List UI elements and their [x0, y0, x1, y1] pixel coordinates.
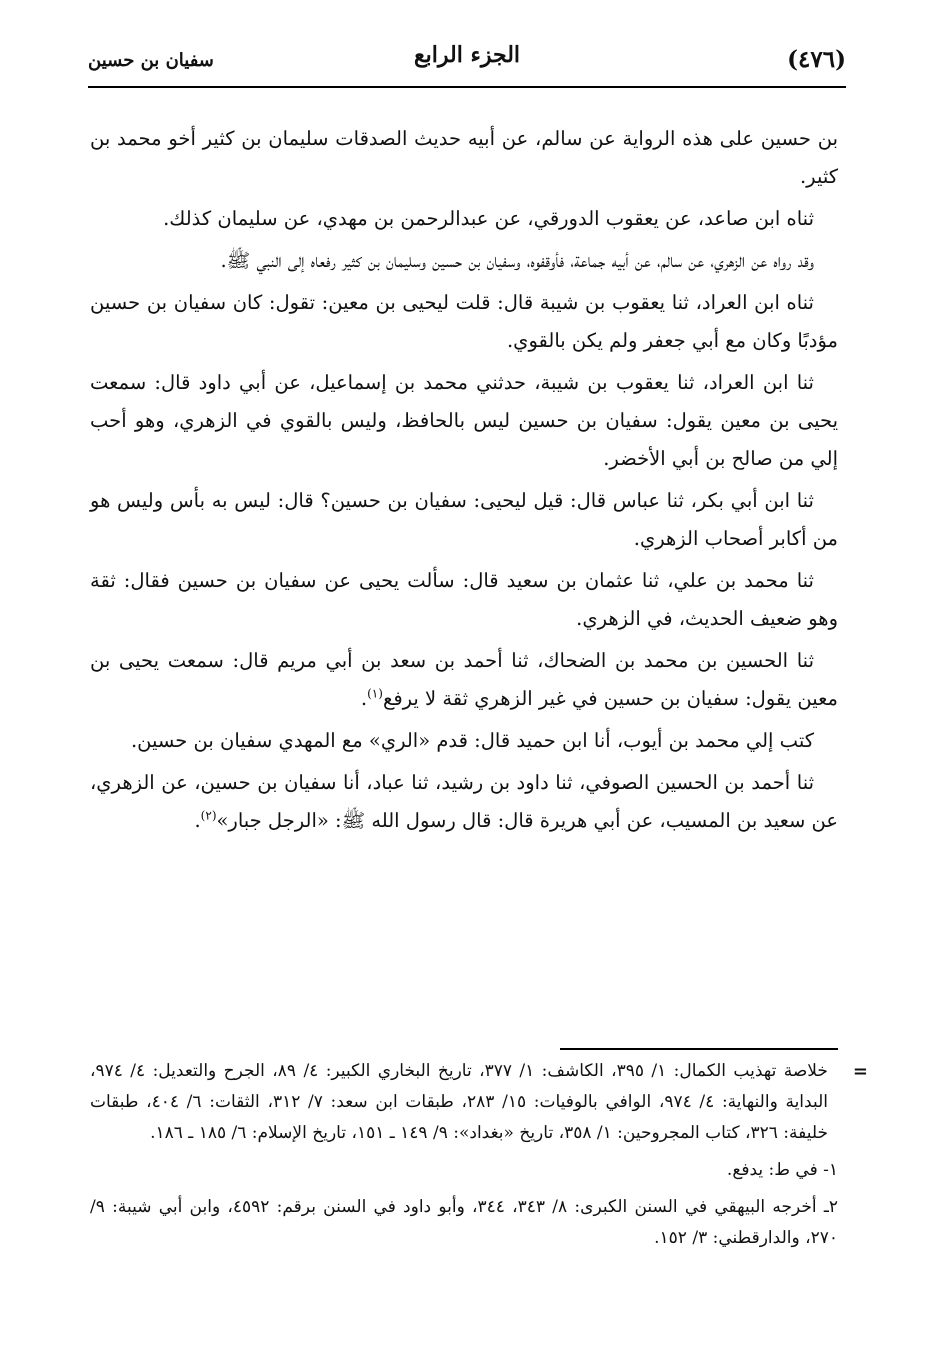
- running-header: [88, 40, 846, 86]
- paragraph: كتب إلي محمد بن أيوب، أنا ابن حميد قال: قدم «الري» مع المهدي سفيان بن حسين.: [130, 729, 814, 752]
- paragraph: ثناه ابن صاعد، عن يعقوب الدورقي، عن عبدالرحمن بن مهدي، عن سليمان كذلك.: [163, 207, 814, 230]
- header-rule: [88, 86, 846, 88]
- footnote-2: ٢ـ أخرجه البيهقي في السنن الكبرى: ٨/ ٣٤٣، ٣٤٤، وأبو داود في السنن برقم: ٤٥٩٢، وابن أبي شيبة: ٩/ ٢٧٠، والدارقطني: ٣/ ١٥٢.: [90, 1197, 838, 1248]
- main-text: [90, 120, 838, 844]
- continuation-mark: =: [852, 1061, 868, 1082]
- paragraph: ثنا ابن العراد، ثنا يعقوب بن شيبة، حدثني محمد بن إسماعيل، عن أبي داود قال: سمعت يحيى بن معين يقول: سفيان بن حسين ليس بالحافظ، وليس بالقوي في الزهري، وهو أحب إلي من صالح بن أبي الأخضر.: [90, 371, 838, 470]
- footnote-text: خلاصة تهذيب الكمال: ١/ ٣٩٥، الكاشف: ١/ ٣٧٧، تاريخ البخاري الكبير: ٤/ ٨٩، الجرح والتعديل: ٤/ ٩٧٤، البداية والنهاية: ٤/ ٩٧٤، الوافي بالوفيات: ١٥/ ٢٨٣، طبقات ابن سعد: ٧/ ٣١٢، الثقات: ٦/ ٤٠٤، طبقات خليفة: ٣٢٦، كتاب المجروحين: ١/ ٣٥٨، تاريخ «بغداد»: ٩/ ١٤٩ ـ ١٥١، تاريخ الإسلام: ٦/ ١٨٥ ـ ١٨٦.: [90, 1061, 828, 1143]
- paragraph-tail: .: [360, 687, 368, 710]
- footnote-continuation: [90, 1056, 868, 1149]
- paragraph-text: ثنا الحسين بن محمد بن الضحاك، ثنا أحمد بن سعد بن أبي مريم قال: سمعت يحيى بن معين يقول: سفيان بن حسين في غير الزهري ثقة لا يرفع: [90, 649, 838, 710]
- paragraph-with-footnote-1: [90, 642, 838, 718]
- footnote-1: ١- في ط: يدفع.: [726, 1160, 838, 1180]
- paragraph: ثناه ابن العراد، ثنا يعقوب بن شيبة قال: قلت ليحيى بن معين: تقول: كان سفيان بن حسين مؤدبًا وكان مع أبي جعفر ولم يكن بالقوي.: [90, 291, 838, 352]
- footnote-marker-2: (٢): [200, 808, 217, 823]
- footnotes: [90, 1056, 868, 1260]
- volume-title: الجزء الرابع: [413, 42, 521, 68]
- paragraph: ثنا محمد بن علي، ثنا عثمان بن سعيد قال: سألت يحيى عن سفيان بن حسين فقال: ثقة وهو ضعيف الحديث، في الزهري.: [90, 569, 838, 630]
- paragraph-tail: .: [194, 809, 201, 832]
- paragraph: ثنا ابن أبي بكر، ثنا عباس قال: قيل ليحيى: سفيان بن حسين؟ قال: ليس به بأس وليس هو من أكابر أصحاب الزهري.: [90, 489, 838, 550]
- footnote-rule: [560, 1048, 838, 1050]
- paragraph-with-footnote-2: [90, 764, 838, 840]
- footnote-marker-1: (١): [367, 686, 383, 701]
- paragraph-text: ثنا أحمد بن الحسين الصوفي، ثنا داود بن رشيد، ثنا عباد، أنا سفيان بن حسين، عن الزهري، عن سعيد بن المسيب، عن أبي هريرة قال: قال رسول الله ﷺ: «الرجل جبار»: [90, 771, 838, 832]
- paragraph: بن حسين على هذه الرواية عن سالم، عن أبيه حديث الصدقات سليمان بن كثير أخو محمد بن كثير.: [90, 127, 838, 188]
- paragraph: وقد رواه عن الزهري، عن سالم، عن أبيه جماعة، فأوقفوه، وسفيان بن حسين وسليمان بن كثير رفعاه إلى النبي ﷺ.: [220, 249, 814, 272]
- entry-name: سفيان بن حسين: [88, 50, 214, 71]
- page-number: (٤٧٦): [787, 46, 846, 73]
